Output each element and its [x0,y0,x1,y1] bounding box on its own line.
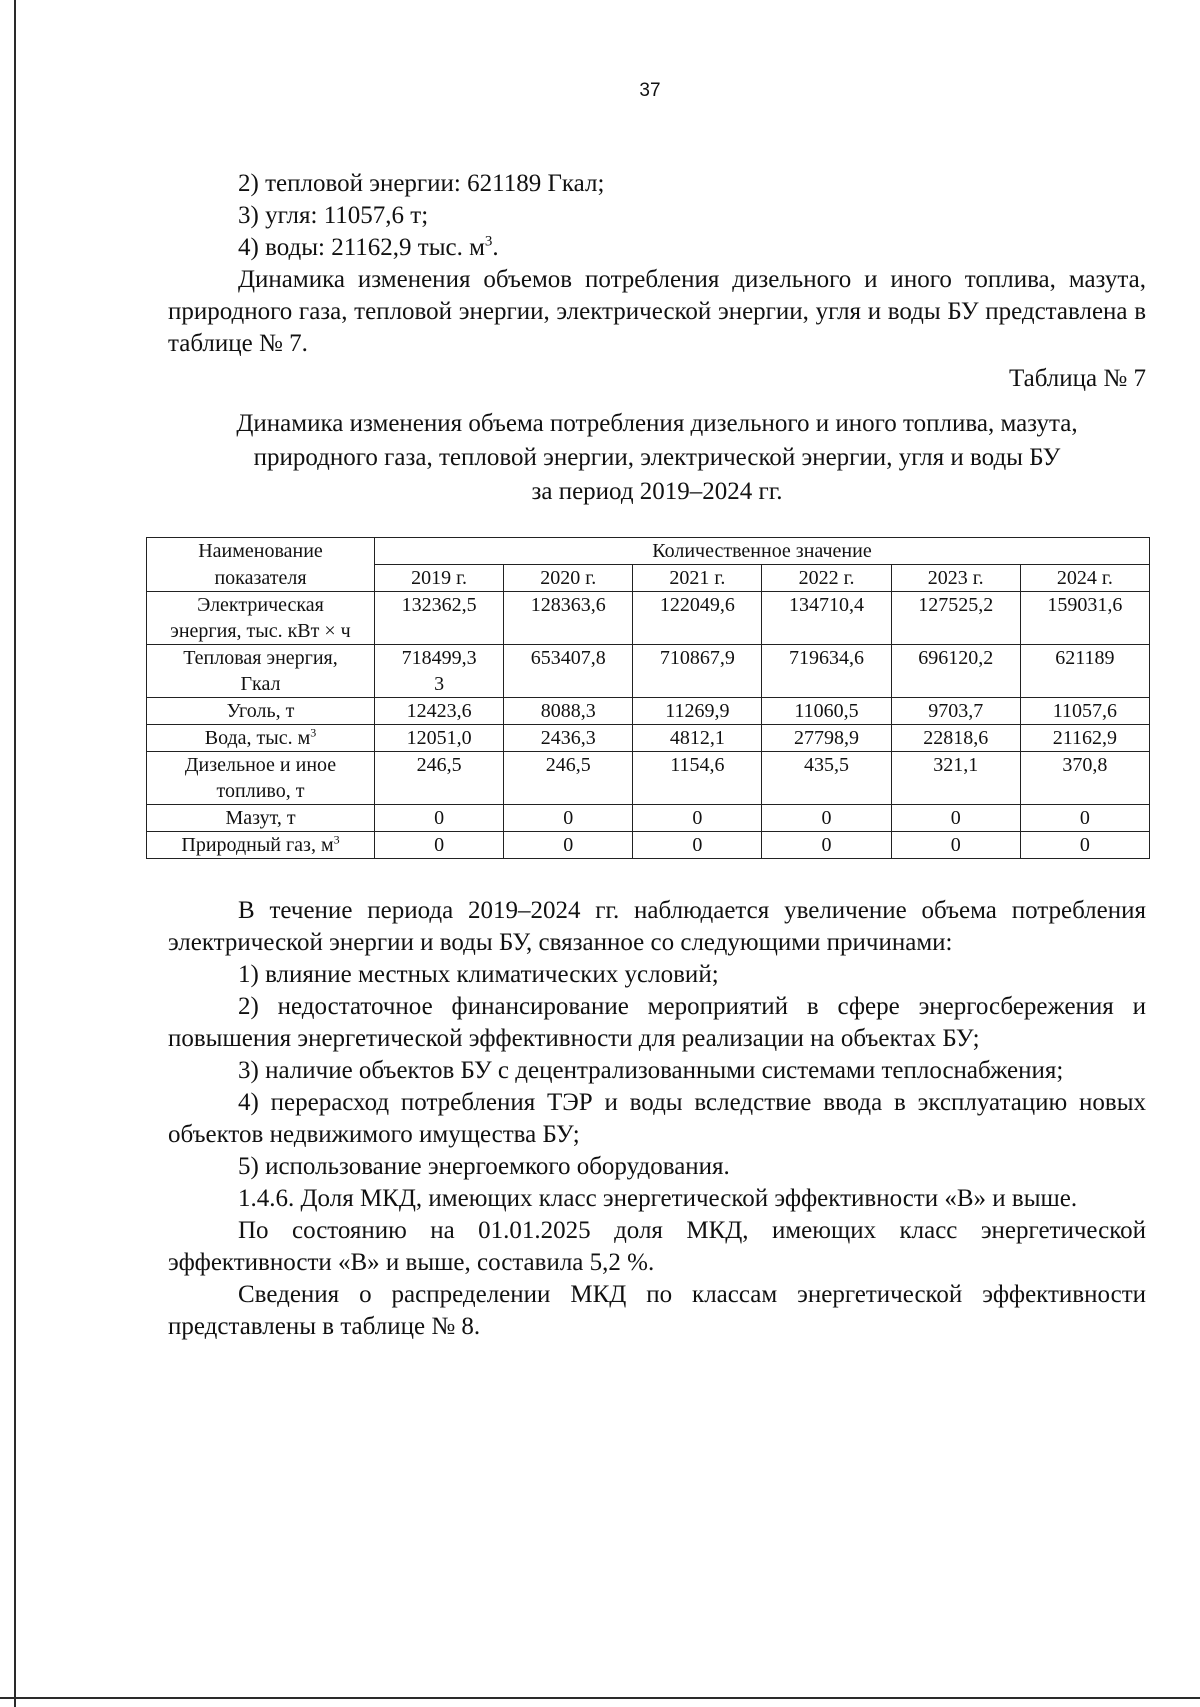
value-cell: 621189 [1020,645,1149,698]
value-cell: 0 [762,832,891,859]
value-cell: 246,5 [504,752,633,805]
value-cell: 132362,5 [375,592,504,645]
value-cell: 719634,6 [762,645,891,698]
table-title-line: за период 2019–2024 гг. [531,478,783,505]
table-row [147,698,1150,725]
value-cell: 22818,6 [891,725,1020,752]
value-cell: 246,5 [375,752,504,805]
reason-item: 2) недостаточное финансирование мероприятий в сфере энергосбережения и повышения энергетической эффективности для реализации на объектах БУ; [168,993,1146,1052]
value-cell: 2436,3 [504,725,633,752]
dynamics-paragraph: Динамика изменения объемов потребления дизельного и иного топлива, мазута, природного газа, тепловой энергии, электрической энергии, угля и воды БУ представлена в таблице № 7. [168,266,1146,357]
table-row [147,805,1150,832]
value-cell: 1154,6 [633,752,762,805]
table-row [147,592,1150,645]
table-row [147,832,1150,859]
water-unit-sup: 3 [484,233,493,250]
reason-item: 1) влияние местных климатических условий; [238,961,719,988]
scan-edge-bottom [0,1697,1200,1699]
reason-item: 5) использование энергоемкого оборудования. [238,1153,730,1180]
row-name-sup: 3 [310,725,317,740]
table-title-line: природного газа, тепловой энергии, электрической энергии, угля и воды БУ [253,444,1061,471]
value-cell: 12051,0 [375,725,504,752]
value-cell: 4812,1 [633,725,762,752]
intro-item-water [168,232,1146,264]
page-number: 37 [639,80,661,101]
year-cell: 2022 г. [762,565,891,592]
value-cell: 159031,6 [1020,592,1149,645]
intro-item-heat: 2) тепловой энергии: 621189 Гкал; [238,170,605,197]
header-quantity-cell: Количественное значение [375,538,1150,565]
value-cell: 0 [891,805,1020,832]
value-cell: 0 [504,805,633,832]
status-paragraph: По состоянию на 01.01.2025 доля МКД, имеющих класс энергетической эффективности «В» и выше, составила 5,2 %. [168,1217,1146,1276]
row-name-cell [147,592,375,645]
reason-item: 3) наличие объектов БУ с децентрализованными системами теплоснабжения; [238,1057,1064,1084]
value-cell: 11269,9 [633,698,762,725]
intro-item-water-text: 4) воды: 21162,9 тыс. м [238,234,485,261]
row-name-text: Вода, тыс. м [204,727,311,749]
row-name-line: Дизельное и иное [184,754,337,776]
table-label: Таблица № 7 [1008,365,1146,392]
value-cell: 0 [375,805,504,832]
year-cell: 2021 г. [633,565,762,592]
value-cell: 696120,2 [891,645,1020,698]
scan-edge-left [14,0,16,1707]
value-cell: 127525,2 [891,592,1020,645]
row-name-line: Тепловая энергия, [183,647,338,669]
section-heading: 1.4.6. Доля МКД, имеющих класс энергетической эффективности «В» и выше. [238,1185,1078,1212]
row-name-line: топливо, т [216,780,305,802]
table-row [147,752,1150,805]
water-end: . [492,234,499,261]
row-name-sup: 3 [333,832,340,847]
value-cell [375,645,504,698]
value-wrap-line: 3 [434,673,445,695]
year-cell: 2023 г. [891,565,1020,592]
row-name-cell [147,645,375,698]
value-cell: 321,1 [891,752,1020,805]
year-cell: 2024 г. [1020,565,1149,592]
table-row [147,645,1150,698]
value-cell: 0 [375,832,504,859]
row-name-line: энергия, тыс. кВт × ч [170,620,351,642]
distribution-paragraph: Сведения о распределении МКД по классам энергетической эффективности представлены в таблице № 8. [168,1281,1146,1340]
value-cell: 0 [1020,805,1149,832]
table-header-row [147,538,1150,565]
table-title [168,407,1146,509]
value-line: 718499,3 [401,647,477,669]
row-name-line: Электрическая [197,594,324,616]
year-cell: 2020 г. [504,565,633,592]
value-cell: 134710,4 [762,592,891,645]
value-cell: 9703,7 [891,698,1020,725]
value-cell: 8088,3 [504,698,633,725]
row-name-cell [147,725,375,752]
year-cell: 2019 г. [375,565,504,592]
value-cell: 0 [891,832,1020,859]
consumption-table [146,537,1150,859]
table-row [147,725,1150,752]
intro-item-coal: 3) угля: 11057,6 т; [238,202,429,229]
value-cell: 435,5 [762,752,891,805]
reason-item: 4) перерасход потребления ТЭР и воды вследствие ввода в эксплуатацию новых объектов недвижимого имущества БУ; [168,1089,1146,1148]
value-cell: 12423,6 [375,698,504,725]
value-cell: 0 [633,805,762,832]
header-name-cell: Наименование [147,538,375,565]
value-cell: 0 [504,832,633,859]
value-cell: 0 [633,832,762,859]
value-cell: 11057,6 [1020,698,1149,725]
row-name-cell: Мазут, т [147,805,375,832]
value-cell: 128363,6 [504,592,633,645]
value-cell: 21162,9 [1020,725,1149,752]
value-cell: 11060,5 [762,698,891,725]
row-name-cell [147,832,375,859]
header-name-cell-continued: показателя [147,565,375,592]
value-cell: 122049,6 [633,592,762,645]
row-name-line: Гкал [240,673,281,695]
row-name-cell [147,752,375,805]
value-cell: 0 [1020,832,1149,859]
table-years-row [147,565,1150,592]
row-name-text: Природный газ, м [181,834,334,856]
row-name-cell: Уголь, т [147,698,375,725]
value-cell: 653407,8 [504,645,633,698]
value-cell: 0 [762,805,891,832]
value-cell: 27798,9 [762,725,891,752]
increase-paragraph: В течение периода 2019–2024 гг. наблюдается увеличение объема потребления электрической энергии и воды БУ, связанное со следующими причинами: [168,897,1146,956]
table-title-line: Динамика изменения объема потребления дизельного и иного топлива, мазута, [236,410,1078,437]
value-cell: 370,8 [1020,752,1149,805]
value-cell: 710867,9 [633,645,762,698]
document-body [168,168,1146,1343]
